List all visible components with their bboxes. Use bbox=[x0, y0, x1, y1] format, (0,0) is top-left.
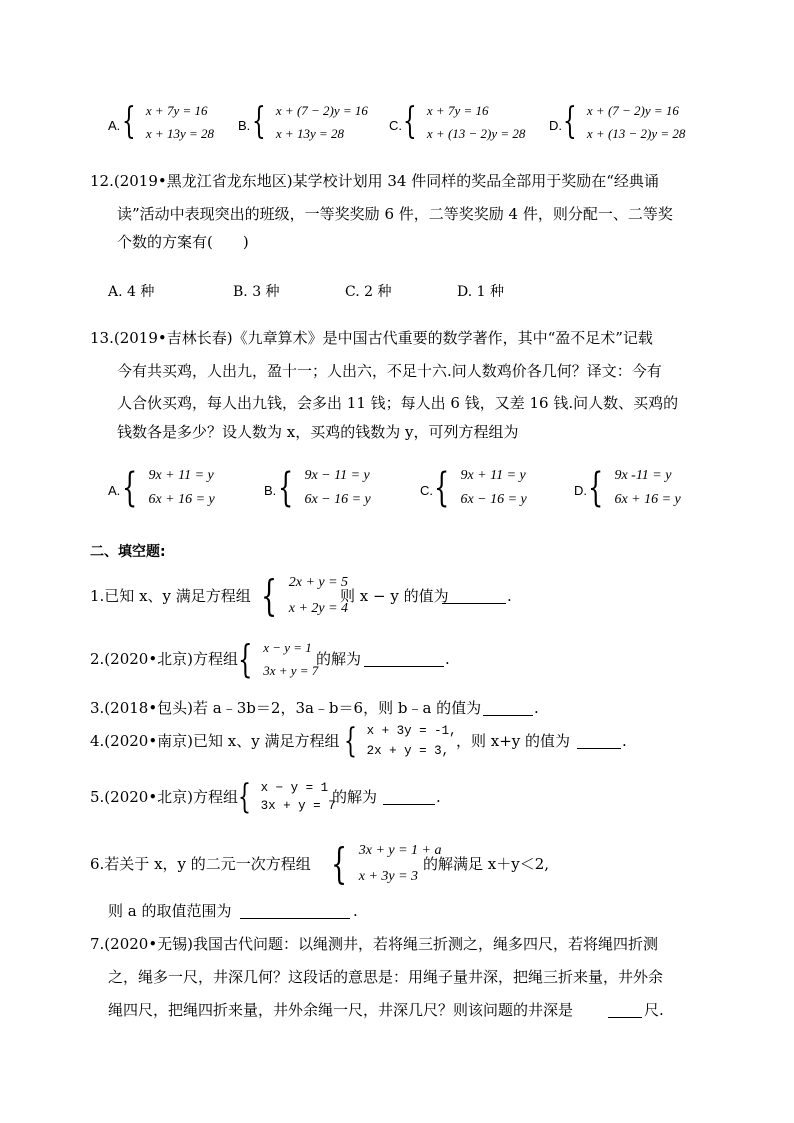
answer-blank[interactable] bbox=[364, 652, 444, 667]
question-text: 的解为 bbox=[332, 788, 378, 806]
section-title: 二、填空题: bbox=[90, 544, 166, 560]
left-brace-icon: { bbox=[122, 465, 138, 511]
period: . bbox=[507, 587, 512, 605]
question-text-line: 钱数各是多少？设人数为 x，买鸡的钱数为 y，可列方程组为 bbox=[117, 423, 519, 441]
left-brace-icon: { bbox=[563, 101, 577, 142]
question-text-line: 之，绳多一尺，井深几何？这段话的意思是：用绳子量井深，把绳三折来量，井外余 bbox=[108, 968, 664, 986]
answer-blank[interactable] bbox=[483, 701, 533, 716]
question-text: 3.(2018•包头)若 a﹣3b＝2，3a﹣b＝6，则 b﹣a 的值为 bbox=[90, 699, 482, 717]
left-brace-icon: { bbox=[331, 839, 348, 888]
question-text: 4.(2020•南京)已知 x、y 满足方程组 bbox=[90, 732, 340, 750]
equation: x + 3y = -1, bbox=[366, 724, 457, 738]
left-brace-icon: { bbox=[122, 101, 136, 142]
question-text: 5.(2020•北京)方程组 bbox=[90, 788, 239, 806]
equation: 3x + y = 7 bbox=[263, 663, 319, 678]
question-text: 6.若关于 x，y 的二元一次方程组 bbox=[90, 855, 311, 873]
q13-option-b-system[interactable] bbox=[278, 465, 371, 511]
equation: x + 13y = 28 bbox=[145, 126, 214, 141]
question-text-line: 今有共买鸡，人出九，盈十一；人出六，不足十六.问人数鸡价各几何？译文：今有 bbox=[117, 362, 662, 380]
period: . bbox=[534, 699, 539, 717]
q11-option-c-label: C. bbox=[389, 118, 402, 133]
question-text: 则 x − y 的值为 bbox=[340, 587, 449, 605]
equation-system bbox=[238, 637, 319, 681]
question-text-line: 13.(2019•吉林长春)《九章算术》是中国古代重要的数学著作，其中“盈不足术”记载 bbox=[90, 329, 653, 347]
equation: x + (13 − 2)y = 28 bbox=[586, 126, 686, 141]
equation: x + 3y = 3 bbox=[358, 869, 419, 884]
q13-option-d-label: D. bbox=[574, 483, 587, 498]
left-brace-icon: { bbox=[403, 101, 417, 142]
equation: x + 2y = 4 bbox=[288, 601, 349, 616]
q11-option-d-system[interactable] bbox=[563, 101, 686, 142]
question-text: 则 a 的取值范围为 bbox=[108, 902, 232, 920]
equation: 6x + 16 = y bbox=[614, 492, 681, 507]
period: . bbox=[436, 788, 441, 806]
period: . bbox=[622, 732, 627, 750]
equation: x + (7 − 2)y = 16 bbox=[275, 103, 368, 118]
q11-option-c-system[interactable] bbox=[403, 101, 526, 142]
equation: x − y = 1 bbox=[263, 640, 312, 655]
q13-option-c-label: C. bbox=[420, 483, 433, 498]
question-text-line: 绳四尺，把绳四折来量，井外余绳一尺，井深几尺？则该问题的井深是 bbox=[108, 1001, 574, 1019]
q13-option-c-system[interactable] bbox=[434, 465, 527, 511]
equation: x + (7 − 2)y = 16 bbox=[586, 103, 679, 118]
period: . bbox=[353, 902, 358, 920]
left-brace-icon: { bbox=[278, 465, 294, 511]
left-brace-icon: { bbox=[238, 637, 253, 681]
q11-option-a-system[interactable] bbox=[122, 101, 214, 142]
q13-option-b-label: B. bbox=[264, 483, 277, 498]
equation-system bbox=[261, 571, 349, 620]
question-text: 尺. bbox=[644, 1001, 664, 1019]
q12-option-d[interactable]: D. 1 种 bbox=[457, 284, 504, 300]
question-text-line: 7.(2020•无锡)我国古代问题：以绳测井，若将绳三折测之，绳多四尺，若将绳四折测 bbox=[90, 935, 659, 953]
answer-blank[interactable] bbox=[240, 904, 350, 919]
q11-option-b-label: B. bbox=[238, 118, 251, 133]
equation: x − y = 1 bbox=[260, 781, 329, 795]
question-text: 的解为 bbox=[316, 650, 362, 668]
equation: 3x + y = 1 + a bbox=[358, 843, 442, 858]
equation: 6x − 16 = y bbox=[304, 492, 371, 507]
question-text-line: 个数的方案有( ) bbox=[117, 233, 249, 251]
q11-option-a-label: A. bbox=[108, 118, 121, 133]
equation-system bbox=[344, 721, 457, 761]
q11-option-b-system[interactable] bbox=[252, 101, 368, 142]
question-text-line: 12.(2019•黑龙江省龙东地区)某学校计划用 34 件同样的奖品全部用于奖励在“经典诵 bbox=[90, 172, 659, 190]
left-brace-icon: { bbox=[261, 571, 278, 620]
question-text: 的解满足 x＋y＜2, bbox=[423, 855, 550, 873]
left-brace-icon: { bbox=[588, 465, 604, 511]
answer-blank[interactable] bbox=[442, 589, 506, 604]
question-text-line: 人合伙买鸡，每人出九钱，会多出 11 钱；每人出 6 钱，又差 16 钱.问人数、买鸡的 bbox=[117, 394, 679, 412]
equation: x + (13 − 2)y = 28 bbox=[426, 126, 526, 141]
q12-option-a[interactable]: A. 4 种 bbox=[108, 284, 155, 300]
equation: 6x − 16 = y bbox=[460, 492, 527, 507]
question-text: ，则 x+y 的值为 bbox=[456, 732, 571, 750]
q13-option-a-label: A. bbox=[108, 483, 121, 498]
left-brace-icon: { bbox=[344, 721, 357, 761]
answer-blank[interactable] bbox=[608, 1003, 642, 1018]
equation: 9x − 11 = y bbox=[304, 468, 370, 483]
equation: x + 7y = 16 bbox=[426, 103, 489, 118]
q12-option-c[interactable]: C. 2 种 bbox=[345, 284, 392, 300]
equation: 9x + 11 = y bbox=[148, 468, 214, 483]
q13-option-d-system[interactable] bbox=[588, 465, 681, 511]
equation-system bbox=[238, 777, 336, 817]
question-text-line: 读”活动中表现突出的班级，一等奖奖励 6 件，二等奖奖励 4 件，则分配一、二等奖 bbox=[117, 205, 673, 223]
q11-option-d-label: D. bbox=[549, 118, 562, 133]
equation: 9x -11 = y bbox=[614, 468, 672, 483]
equation: 2x + y = 5 bbox=[288, 575, 349, 590]
equation: x + 7y = 16 bbox=[145, 103, 208, 118]
equation: x + 13y = 28 bbox=[275, 126, 344, 141]
equation: 9x + 11 = y bbox=[460, 468, 526, 483]
answer-blank[interactable] bbox=[577, 734, 621, 749]
left-brace-icon: { bbox=[434, 465, 450, 511]
equation: 6x + 16 = y bbox=[148, 492, 215, 507]
q13-option-a-system[interactable] bbox=[122, 465, 215, 511]
period: . bbox=[445, 650, 450, 668]
answer-blank[interactable] bbox=[383, 790, 435, 805]
question-text: 1.已知 x、y 满足方程组 bbox=[90, 587, 251, 605]
left-brace-icon: { bbox=[252, 101, 266, 142]
left-brace-icon: { bbox=[238, 777, 251, 817]
equation: 2x + y = 3, bbox=[366, 743, 450, 758]
q12-option-b[interactable]: B. 3 种 bbox=[233, 284, 280, 300]
equation: 3x + y = 7 bbox=[260, 798, 336, 813]
question-text: 2.(2020•北京)方程组 bbox=[90, 650, 239, 668]
